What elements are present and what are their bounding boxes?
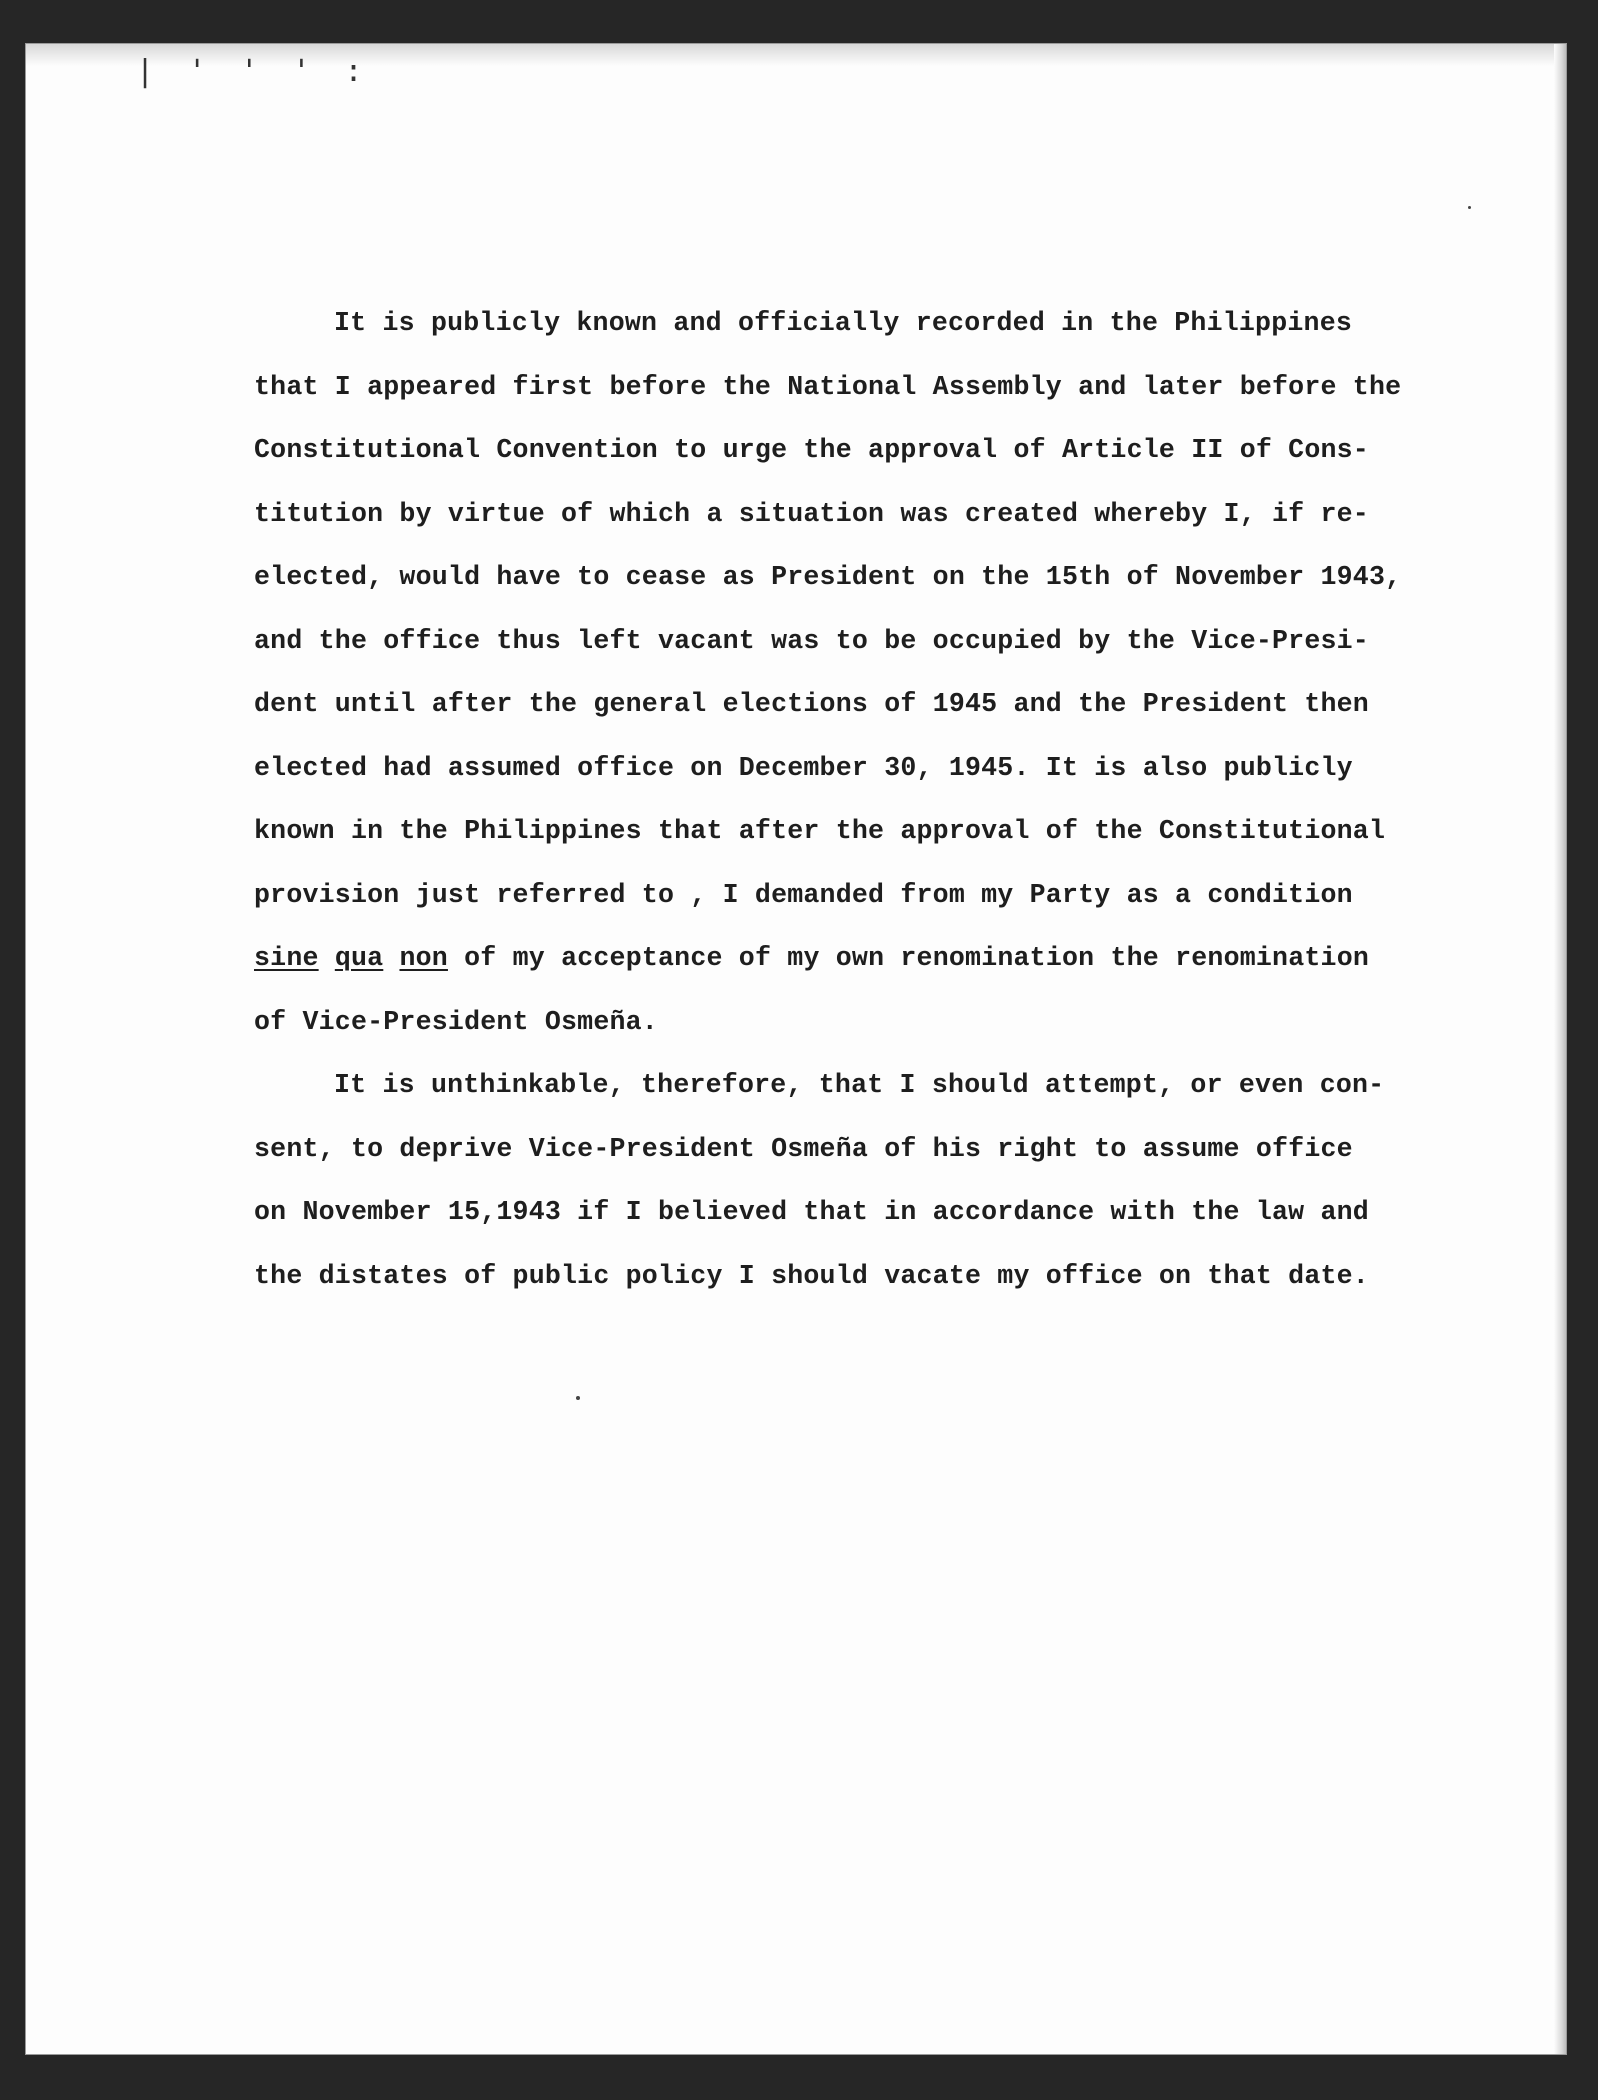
text-line: It is publicly known and officially recorded in the Philippines — [334, 308, 1353, 338]
text-line: Constitutional Convention to urge the approval of Article II of Cons- — [254, 435, 1369, 465]
line-remainder: of my acceptance of my own renomination the renomination — [447, 943, 1370, 973]
text-line: titution by virtue of which a situation was created whereby I, if re- — [254, 498, 1369, 529]
text-line: elected, would have to cease as President on the 15th of November 1943, — [254, 562, 1402, 592]
letter-body — [254, 292, 1414, 1308]
corner-mark: | ' ' ' : — [136, 54, 371, 89]
document-page — [26, 44, 1566, 2054]
scan-speck — [1468, 206, 1471, 209]
latin-word-qua: qua — [334, 943, 384, 973]
text-line: the distates of public policy I should vacate my office on that date. — [254, 1260, 1369, 1291]
scan-speck — [576, 1396, 580, 1400]
text-line: that I appeared first before the National Assembly and later before the — [254, 371, 1402, 402]
latin-word-sine: sine — [254, 943, 319, 973]
paragraph-1 — [254, 292, 1414, 1054]
text-line: It is unthinkable, therefore, that I should attempt, or even con- — [334, 1070, 1385, 1100]
text-line: elected had assumed office on December 30, 1945. It is also publicly — [254, 752, 1353, 783]
latin-word-non: non — [399, 943, 448, 973]
text-line: sent, to deprive Vice-President Osmeña of his right to assume office — [254, 1133, 1353, 1164]
text-line: on November 15,1943 if I believed that in accordance with the law and — [254, 1197, 1369, 1227]
text-line: known in the Philippines that after the approval of the Constitutional — [254, 816, 1386, 846]
text-line: dent until after the general elections of 1945 and the President then — [254, 689, 1369, 719]
paragraph-2 — [254, 1054, 1414, 1308]
page-right-edge — [1554, 44, 1566, 2054]
text-line-latin — [254, 927, 1414, 991]
text-line: and the office thus left vacant was to be occupied by the Vice-Presi- — [254, 625, 1369, 656]
text-line: provision just referred to , I demanded from my Party as a condition — [254, 879, 1353, 910]
text-line: of Vice-President Osmeña. — [254, 1006, 658, 1037]
